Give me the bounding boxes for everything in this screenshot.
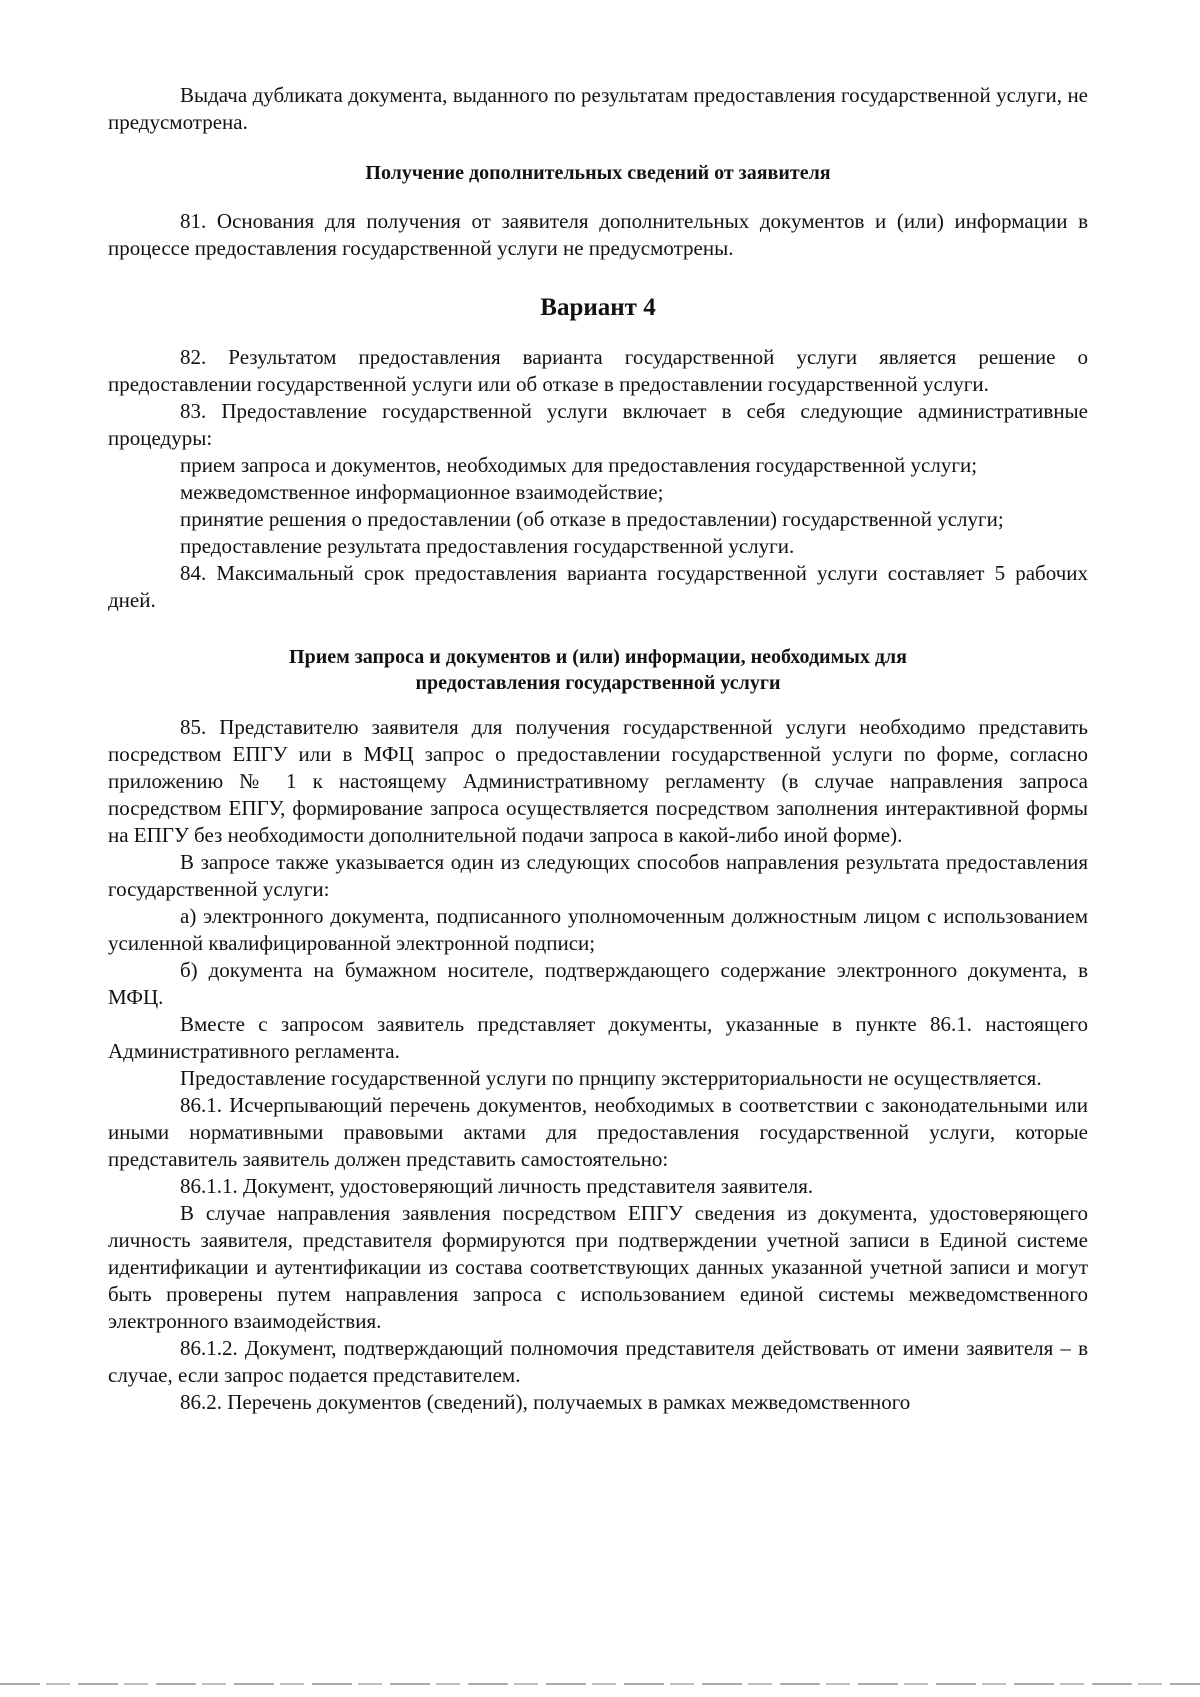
paragraph-81: 81. Основания для получения от заявителя дополнительных документов и (или) информации в процессе предоставления государственной услуги не предусмотрены. [108, 209, 1088, 260]
paragraph-85-extraterritorial: Предоставление государственной услуги по прнципу экстерриториальности не осуществляется. [180, 1066, 1042, 1090]
procedure-item: принятие решения о предоставлении (об отказе в предоставлении) государственной услуги; [180, 507, 1004, 531]
procedure-item: предоставление результата предоставления государственной услуги. [180, 534, 795, 558]
document-page [108, 82, 1088, 1416]
paragraph-85-option-a: а) электронного документа, подписанного уполномоченным должностным лицом с использованием усиленной квалифицированной электронной подписи; [108, 904, 1088, 955]
paragraph-85-documents: Вместе с запросом заявитель представляет документы, указанные в пункте 86.1. настоящего Административного регламента. [108, 1012, 1088, 1063]
paragraph-83: 83. Предоставление государственной услуги включает в себя следующие административные процедуры: [108, 399, 1088, 450]
paragraph-86-1-1-note: В случае направления заявления посредством ЕПГУ сведения из документа, удостоверяющего личность заявителя, представителя формируются при подтверждении учетной записи в Единой системе идентификации и аутентификации из состава соответствующих данных указанной учетной записи и могут быть проверены путем направления запроса с использованием единой системы межведомственного электронного взаимодействия. [108, 1201, 1088, 1333]
paragraph-82: 82. Результатом предоставления варианта государственной услуги является решение о предоставлении государственной услуги или об отказе в предоставлении государственной услуги. [108, 345, 1088, 396]
paragraph-85-methods-intro: В запросе также указывается один из следующих способов направления результата предоставления государственной услуги: [108, 850, 1088, 901]
paragraph-84: 84. Максимальный срок предоставления варианта государственной услуги составляет 5 рабочих дней. [108, 561, 1088, 612]
intro-paragraph: Выдача дубликата документа, выданного по результатам предоставления государственной услуги, не предусмотрена. [108, 83, 1088, 134]
procedure-item: прием запроса и документов, необходимых для предоставления государственной услуги; [180, 453, 978, 477]
paragraph-86-1-1: 86.1.1. Документ, удостоверяющий личность представителя заявителя. [180, 1174, 814, 1198]
paragraph-86-2: 86.2. Перечень документов (сведений), получаемых в рамках межведомственного [180, 1390, 911, 1414]
paragraph-86-1-2: 86.1.2. Документ, подтверждающий полномочия представителя действовать от имени заявителя – в случае, если запрос подается представителем. [108, 1336, 1088, 1387]
procedure-item: межведомственное информационное взаимодействие; [180, 480, 664, 504]
section-heading-line: предоставления государственной услуги [415, 672, 781, 694]
section-heading-line: Прием запроса и документов и (или) информации, необходимых для [289, 646, 907, 668]
paragraph-86-1: 86.1. Исчерпывающий перечень документов, необходимых в соответствии с законодательными или иными нормативными правовыми актами для предоставления государственной услуги, которые представитель заявитель должен представить самостоятельно: [108, 1093, 1088, 1171]
paragraph-85: 85. Представителю заявителя для получения государственной услуги необходимо представить посредством ЕПГУ или в МФЦ запрос о предоставлении государственной услуги по форме, согласно приложению № 1 к настоящему Административному регламенту (в случае направления запроса посредством ЕПГУ, формирование запроса осуществляется посредством заполнения интерактивной формы на ЕПГУ без необходимости дополнительной подачи запроса в какой-либо иной форме). [108, 715, 1088, 847]
section-heading-reception [108, 644, 1088, 696]
section-heading-additional-info: Получение дополнительных сведений от заявителя [365, 162, 831, 184]
paragraph-85-option-b: б) документа на бумажном носителе, подтверждающего содержание электронного документа, в МФЦ. [108, 958, 1088, 1009]
scan-edge-artifact [0, 1683, 1200, 1685]
variant-heading: Вариант 4 [540, 294, 656, 321]
